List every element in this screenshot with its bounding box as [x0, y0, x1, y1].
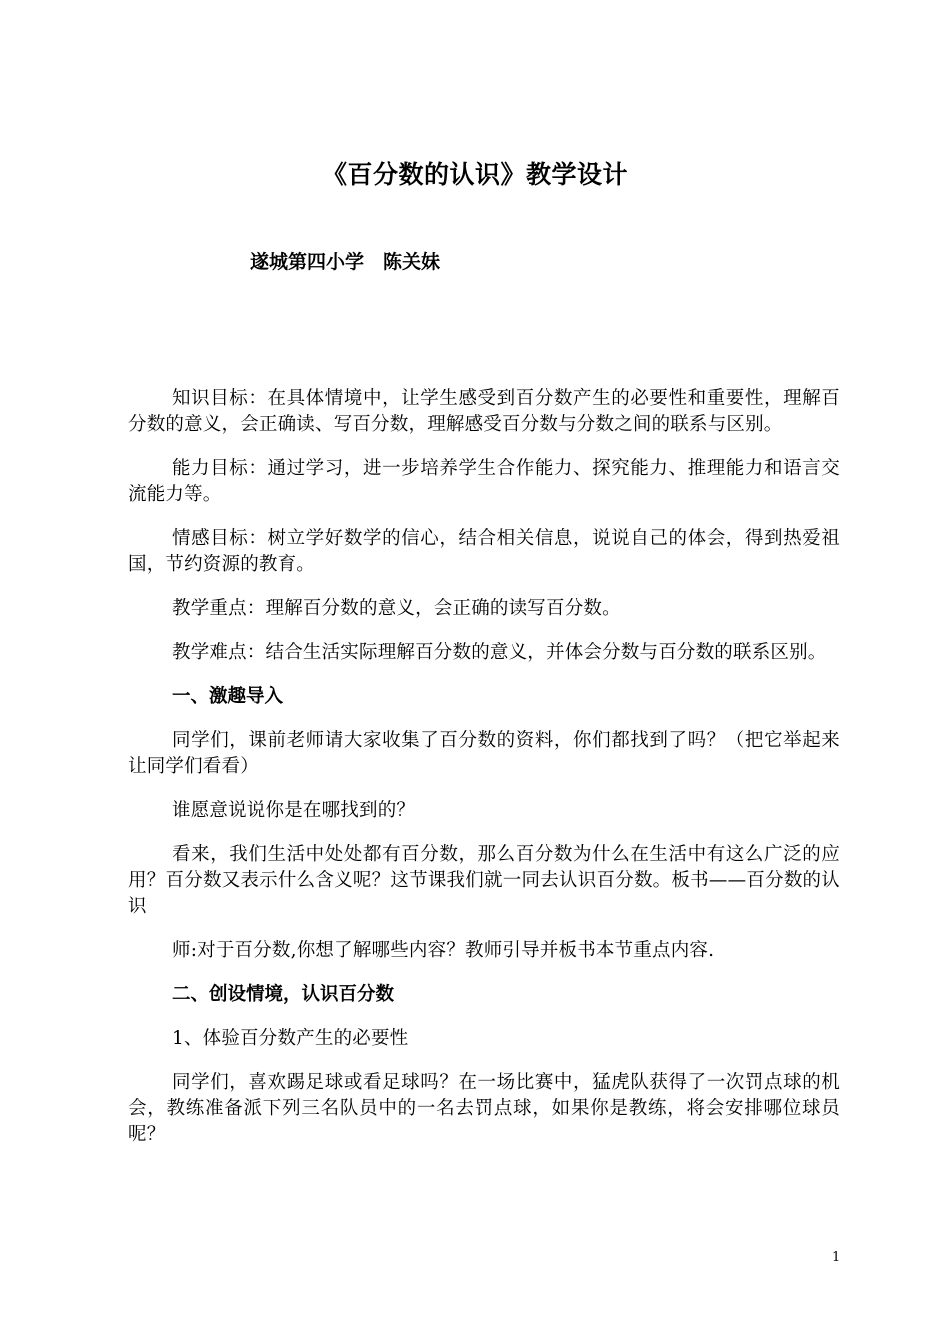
- paragraph-knowledge-goal: 知识目标：在具体情境中，让学生感受到百分数产生的必要性和重要性，理解百分数的意义，会正确读、写百分数，理解感受百分数与分数之间的联系与区别。: [128, 388, 840, 435]
- page-number: 1: [832, 1250, 841, 1265]
- paragraph-subheading-necessity: 1、体验百分数产生的必要性: [172, 1028, 409, 1049]
- paragraph-intro-question: 同学们，课前老师请大家收集了百分数的资料，你们都找到了吗？（把它举起来让同学们看看）: [128, 730, 840, 777]
- document-title: 《百分数的认识》教学设计: [321, 160, 628, 189]
- paragraph-football: 同学们，喜欢踢足球或看足球吗？在一场比赛中，猛虎队获得了一次罚点球的机会，教练准备派下列三名队员中的一名去罚点球，如果你是教练，将会安排哪位球员呢？: [128, 1072, 840, 1145]
- paragraph-difficulty: 教学难点：结合生活实际理解百分数的意义，并体会分数与百分数的联系区别。: [172, 642, 827, 663]
- author-line: 遂城第四小学 陈关妹: [250, 251, 441, 273]
- paragraph-key-point: 教学重点：理解百分数的意义，会正确的读写百分数。: [172, 598, 621, 619]
- paragraph-teacher-guide: 师:对于百分数,你想了解哪些内容？教师引导并板书本节重点内容.: [172, 940, 715, 961]
- section-heading-intro: 一、激趣导入: [172, 686, 284, 707]
- document-body: [128, 386, 840, 1166]
- paragraph-everywhere: 看来，我们生活中处处都有百分数，那么百分数为什么在生活中有这么广泛的应用？百分数又表示什么含义呢？这节课我们就一同去认识百分数。板书——百分数的认识: [128, 844, 840, 917]
- paragraph-emotion-goal: 情感目标：树立学好数学的信心，结合相关信息，说说自己的体会，得到热爱祖国，节约资源的教育。: [128, 528, 840, 575]
- paragraph-ability-goal: 能力目标：通过学习，进一步培养学生合作能力、探究能力、推理能力和语言交流能力等。: [128, 458, 840, 505]
- section-heading-situation: 二、创设情境，认识百分数: [172, 984, 395, 1005]
- paragraph-where-found: 谁愿意说说你是在哪找到的？: [172, 800, 416, 821]
